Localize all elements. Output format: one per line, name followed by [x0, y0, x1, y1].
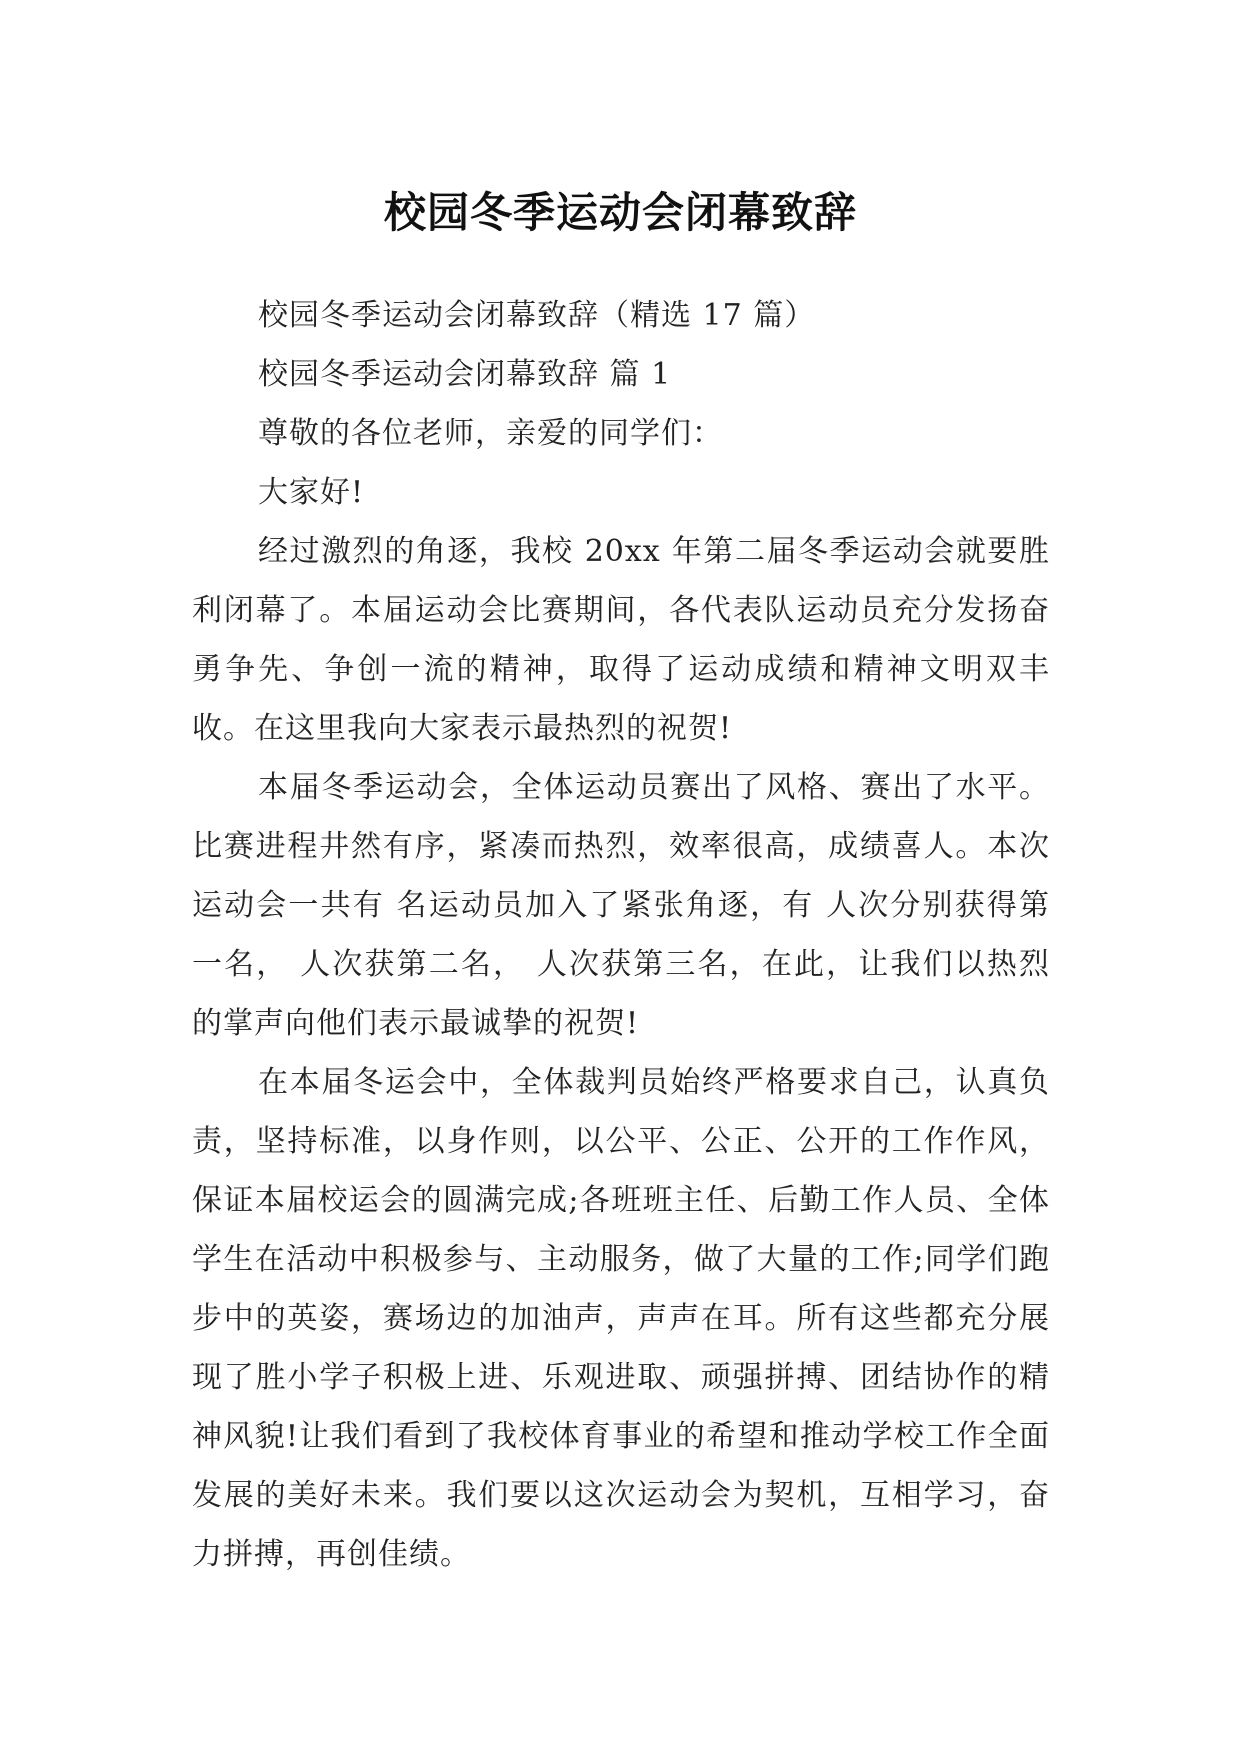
document-title: 校园冬季运动会闭幕致辞 [383, 188, 857, 238]
body-paragraph: 本届冬季运动会，全体运动员赛出了风格、赛出了水平。比赛进程井然有序，紧凑而热烈，效率很高，成绩喜人。本次运动会一共有 名运动员加入了紧张角逐，有 人次分别获得第一名， 人次获第二名， 人次获第三名，在此，让我们以热烈的掌声向他们表示最诚挚的祝贺! [192, 770, 1050, 1041]
collection-heading: 校园冬季运动会闭幕致辞（精选 17 篇） [258, 298, 816, 333]
document-body [192, 286, 1050, 1584]
body-paragraph: 经过激烈的角逐，我校 20xx 年第二届冬季运动会就要胜利闭幕了。本届运动会比赛期间，各代表队运动员充分发扬奋勇争先、争创一流的精神，取得了运动成绩和精神文明双丰收。在这里我向大家表示最热烈的祝贺! [192, 534, 1050, 746]
body-paragraph: 在本届冬运会中，全体裁判员始终严格要求自己，认真负责，坚持标准，以身作则，以公平、公正、公开的工作作风，保证本届校运会的圆满完成;各班班主任、后勤工作人员、全体学生在活动中积极参与、主动服务，做了大量的工作;同学们跑步中的英姿，赛场边的加油声，声声在耳。所有这些都充分展现了胜小学子积极上进、乐观进取、顽强拼搏、团结协作的精神风貌!让我们看到了我校体育事业的希望和推动学校工作全面发展的美好未来。我们要以这次运动会为契机，互相学习，奋力拼搏，再创佳绩。 [192, 1065, 1050, 1572]
salutation: 尊敬的各位老师，亲爱的同学们： [258, 416, 723, 451]
greeting: 大家好! [258, 475, 365, 510]
section-heading: 校园冬季运动会闭幕致辞 篇 1 [258, 357, 672, 392]
